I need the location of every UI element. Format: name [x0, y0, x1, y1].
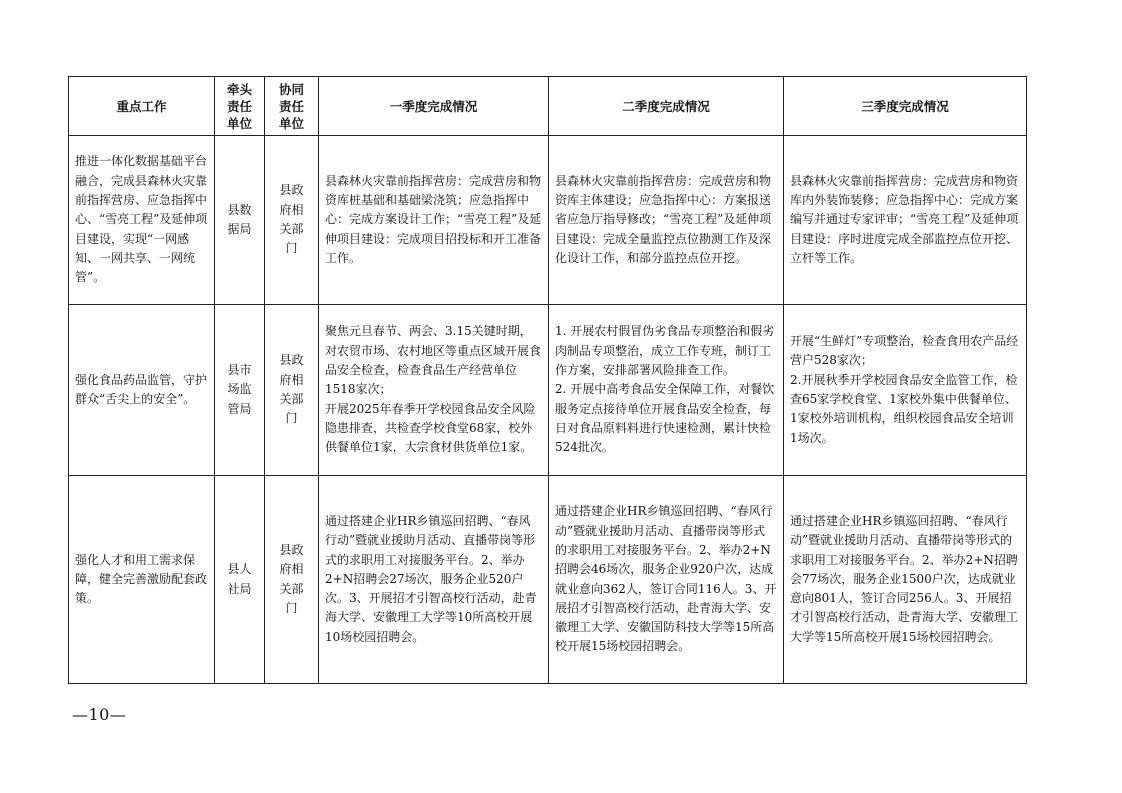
header-q3: 三季度完成情况	[784, 77, 1027, 136]
partner-unit-cell: 县政 府相 关部 门	[265, 476, 319, 684]
q2-cell: 通过搭建企业HR乡镇巡回招聘、“春风行动”暨就业援助月活动、直播带岗等形式的求职用工对接服务平台。2、举办2+N招聘会46场次，服务企业920户次，达成就业意向362人，签订合同116人。3、开展招才引智高校行活动，赴青海大学、安徽理工大学、安徽国防科技大学等15所高校开展15场校园招聘会。	[549, 476, 784, 684]
task-cell: 推进一体化数据基础平台融合，完成县森林火灾靠前指挥营房、应急指挥中心、“雪亮工程”及延伸项目建设，实现“一网感知、一网共享、一网统管”。	[69, 136, 215, 305]
q3-cell: 县森林火灾靠前指挥营房：完成营房和物资库内外装饰装修；应急指挥中心：完成方案编写并通过专家评审；“雪亮工程”及延伸项目建设：序时进度完成全部监控点位开挖、立杆等工作。	[784, 136, 1027, 305]
table-row	[69, 476, 1027, 684]
header-key-work: 重点工作	[69, 77, 215, 136]
page-number: —10—	[72, 705, 127, 724]
q2-cell: 县森林火灾靠前指挥营房：完成营房和物资库主体建设；应急指挥中心：方案报送省应急厅指导修改；“雪亮工程”及延伸项目建设：完成全量监控点位勘测工作及深化设计工作，和部分监控点位开挖。	[549, 136, 784, 305]
header-partner-unit: 协同 责任 单位	[265, 77, 319, 136]
table-header-row	[69, 77, 1027, 136]
q1-cell: 通过搭建企业HR乡镇巡回招聘、“春风行动”暨就业援助月活动、直播带岗等形式的求职用工对接服务平台。2、举办2+N招聘会27场次，服务企业520户次。3、开展招才引智高校行活动，赴青海大学、安徽理工大学等10所高校开展10场校园招聘会。	[319, 476, 549, 684]
q1-cell: 聚焦元旦春节、两会、3.15关键时期，对农贸市场、农村地区等重点区域开展食品安全检查，检查食品生产经营单位1518家次； 开展2025年春季开学校园食品安全风险隐患排查，共检查学校食堂68家，校外供餐单位1家，大宗食材供货单位1家。	[319, 305, 549, 476]
header-lead-unit: 牵头 责任 单位	[215, 77, 265, 136]
q1-cell: 县森林火灾靠前指挥营房：完成营房和物资库桩基础和基础梁浇筑；应急指挥中心：完成方案设计工作；“雪亮工程”及延伸项目建设：完成项目招投标和开工准备工作。	[319, 136, 549, 305]
q3-cell: 开展“生鲜灯”专项整治，检查食用农产品经营户528家次； 2.开展秋季开学校园食品安全监管工作，检查65家学校食堂、1家校外集中供餐单位、1家校外培训机构，组织校园食品安全培训1场次。	[784, 305, 1027, 476]
lead-unit-cell: 县数 据局	[215, 136, 265, 305]
header-q2: 二季度完成情况	[549, 77, 784, 136]
lead-unit-cell: 县市 场监 管局	[215, 305, 265, 476]
task-cell: 强化食品药品监管，守护群众“舌尖上的安全”。	[69, 305, 215, 476]
q3-cell: 通过搭建企业HR乡镇巡回招聘、“春风行动”暨就业援助月活动、直播带岗等形式的求职用工对接服务平台。2、举办2+N招聘会77场次，服务企业1500户次，达成就业意向801人，签订合同256人。3、开展招才引智高校行活动，赴青海大学、安徽理工大学等15所高校开展15场校园招聘会。	[784, 476, 1027, 684]
table-row	[69, 136, 1027, 305]
partner-unit-cell: 县政 府相 关部 门	[265, 305, 319, 476]
lead-unit-cell: 县人 社局	[215, 476, 265, 684]
task-cell: 强化人才和用工需求保障，健全完善激励配套政策。	[69, 476, 215, 684]
header-q1: 一季度完成情况	[319, 77, 549, 136]
partner-unit-cell: 县政 府相 关部 门	[265, 136, 319, 305]
table-row	[69, 305, 1027, 476]
work-progress-table	[68, 76, 1027, 684]
q2-cell: 1. 开展农村假冒伪劣食品专项整治和假劣肉制品专项整治，成立工作专班，制订工作方案，安排部署风险排查工作。 2. 开展中高考食品安全保障工作，对餐饮服务定点接待单位开展食品安全检查，每日对食品原料料进行快速检测，累计快检524批次。	[549, 305, 784, 476]
